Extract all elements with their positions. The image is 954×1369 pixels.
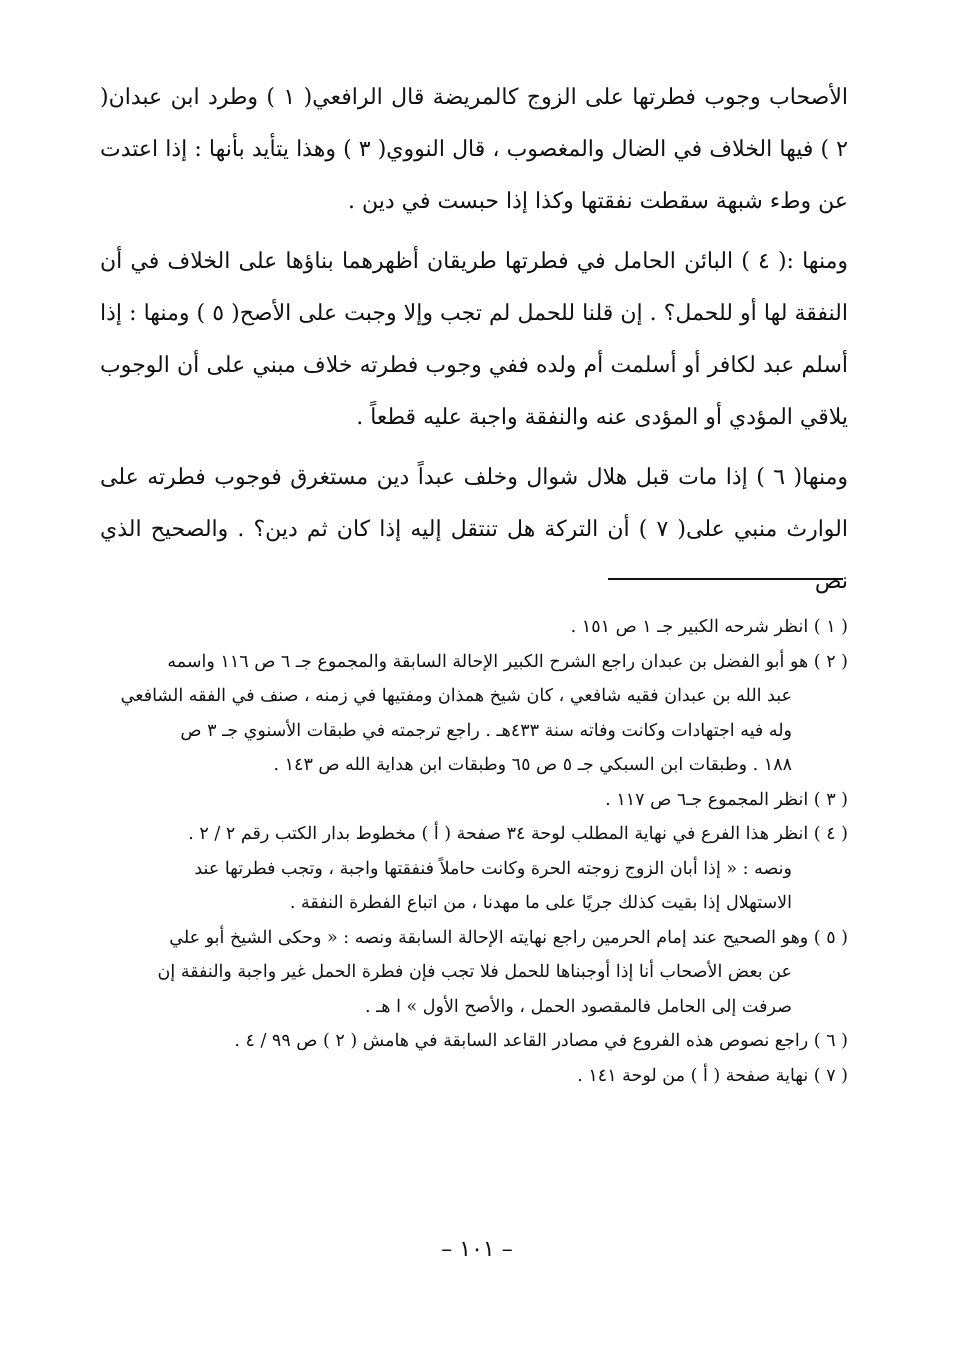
body-paragraph: ومنها :( ٤ ) البائن الحامل في فطرتها طريقان أظهرهما بناؤها على الخلاف في أن النفقة لها أو للحمل؟ . إن قلنا للحمل لم تجب وإلا وجبت على الأصح( ٥ ) ومنها : إذا أسلم عبد لكافر أو أسلمت أم ولده ففي وجوب فطرته خلاف مبني على أن الوجوب يلاقي المؤدي أو المؤدى عنه والنفقة واجبة عليه قطعاً . [100, 249, 848, 430]
footnote-4 [100, 817, 848, 921]
footnote-line: صرفت إلى الحامل فالمقصود الحمل ، والأصح الأول » ا هـ . [365, 996, 792, 1017]
footnotes [100, 610, 848, 1093]
footnote-2 [100, 645, 848, 783]
footnote-line: ( ٥ ) وهو الصحيح عند إمام الحرمين راجع نهايته الإحالة السابقة ونصه : « وحكى الشيخ أبو علي [169, 927, 848, 948]
footnote-separator [608, 578, 843, 580]
footnote-line: وله فيه اجتهادات وكانت وفاته سنة ٤٣٣هـ . راجع ترجمته في طبقات الأسنوي جـ ٣ ص [180, 720, 792, 741]
footnote-line: الاستهلال إذا بقيت كذلك جريًا على ما مهدنا ، من اتباع الفطرة النفقة . [289, 893, 792, 913]
body-paragraph: ومنها( ٦ ) إذا مات قبل هلال شوال وخلف عبداً دين مستغرق فوجوب فطرته على الوارث منبي على( ٧ ) أن التركة هل تنتقل إليه إذا كان ثم دين؟ . والصحيح الذي نص [100, 465, 849, 594]
footnote-3: ( ٣ ) انظر المجموع جـ٦ ص ١١٧ . [605, 789, 848, 810]
footnote-line: عبد الله بن عبدان فقيه شافعي ، كان شيخ همذان ومفتيها في زمنه ، صنف في الفقه الشافعي [120, 686, 792, 706]
footnote-7: ( ٧ ) نهاية صفحة ( أ ) من لوحة ١٤١ . [577, 1065, 848, 1086]
footnote-line: ( ٢ ) هو أبو الفضل بن عبدان راجع الشرح الكبير الإحالة السابقة والمجموع جـ ٦ ص ١١٦ واسمه [167, 651, 848, 672]
footnote-1: ( ١ ) انظر شرحه الكبير جـ ١ ص ١٥١ . [570, 617, 848, 637]
footnote-line: عن بعض الأصحاب أنا إذا أوجبناها للحمل فلا تجب فإن فطرة الحمل غير واجبة والنفقة إن [157, 962, 792, 982]
page-number: – ١٠١ – [441, 1237, 513, 1262]
main-text [100, 72, 848, 616]
footnote-6: ( ٦ ) راجع نصوص هذه الفروع في مصادر القاعد السابقة في هامش ( ٢ ) ص ٩٩ / ٤ . [234, 1031, 848, 1051]
body-paragraph: الأصحاب وجوب فطرتها على الزوج كالمريضة قال الرافعي( ١ ) وطرد ابن عبدان( ٢ ) فيها الخلاف في الضال والمغصوب ، قال النووي( ٣ ) وهذا يتأيد بأنها : إذا اعتدت عن وطء شبهة سقطت نفقتها وكذا إذا حبست في دين . [100, 85, 848, 214]
footnote-line: ( ٤ ) انظر هذا الفرع في نهاية المطلب لوحة ٣٤ صفحة ( أ ) مخطوط بدار الكتب رقم ٢ / ٢ . [188, 824, 848, 844]
footnote-line: ونصه : « إذا أبان الزوج زوجته الحرة وكانت حاملاً فنفقتها واجبة ، وتجب فطرتها عند [194, 858, 792, 879]
footnote-5 [100, 921, 848, 1025]
footnote-line: ١٨٨ . وطبقات ابن السبكي جـ ٥ ص ٦٥ وطبقات ابن هداية الله ص ١٤٣ . [273, 755, 792, 775]
